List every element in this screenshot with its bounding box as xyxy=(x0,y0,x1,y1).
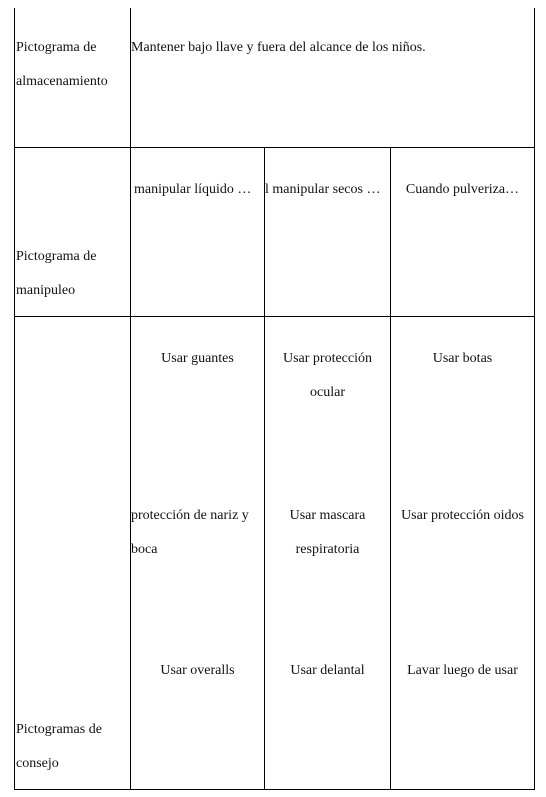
handling-liquid-text: manipular líquido … xyxy=(134,182,252,197)
advice-wash-after-use-text: Lavar luego de usar xyxy=(407,663,518,678)
table-border-right xyxy=(534,8,535,790)
row-divider-1 xyxy=(14,147,535,148)
handling-spray-text: Cuando pulveriza… xyxy=(405,182,520,197)
col-divider-2 xyxy=(390,147,391,790)
advice-label-line2: consejo xyxy=(16,756,59,771)
handling-label-line2: manipuleo xyxy=(16,283,76,298)
row-divider-2 xyxy=(14,316,535,317)
advice-eye-protection-line1: Usar protección xyxy=(282,351,373,366)
table-border-bottom xyxy=(14,789,535,790)
advice-label-line1: Pictogramas de xyxy=(16,722,102,737)
advice-boots-text: Usar botas xyxy=(432,351,493,366)
advice-eye-protection-line2: ocular xyxy=(310,385,345,400)
advice-nose-mouth-line1: protección de nariz y xyxy=(131,508,249,523)
advice-respirator-line1: Usar mascara xyxy=(289,508,366,523)
handling-label-line1: Pictograma de xyxy=(16,249,97,264)
advice-gloves-text: Usar guantes xyxy=(161,351,234,366)
storage-label-line2: almacenamiento xyxy=(16,74,108,89)
storage-instruction: Mantener bajo llave y fuera del alcance de los niños. xyxy=(131,40,426,55)
advice-apron-text: Usar delantal xyxy=(290,663,365,678)
advice-nose-mouth-line2: boca xyxy=(131,542,158,557)
col-divider-1 xyxy=(264,147,265,790)
table-border-left xyxy=(14,8,15,790)
advice-respirator-line2: respiratoria xyxy=(295,542,360,557)
storage-label-line1: Pictograma de xyxy=(16,40,97,55)
handling-dry-text: l manipular secos … xyxy=(265,182,381,197)
advice-overalls-text: Usar overalls xyxy=(160,663,235,678)
advice-ear-protection-text: Usar protección oidos xyxy=(401,508,524,523)
